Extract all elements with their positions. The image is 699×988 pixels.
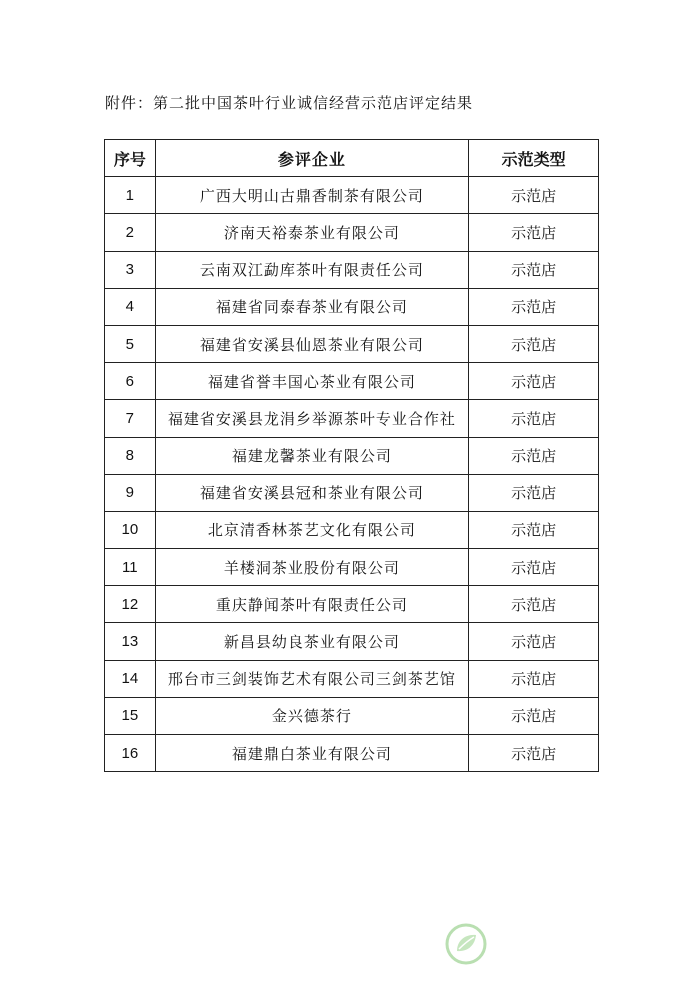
row-serial-number: 8 (105, 437, 156, 474)
table-row (105, 586, 599, 623)
row-enterprise: 福建省同泰春茶业有限公司 (155, 288, 469, 325)
table-row (105, 177, 599, 214)
row-type: 示范店 (469, 474, 599, 511)
row-serial-number: 6 (105, 363, 156, 400)
header-enterprise: 参评企业 (155, 140, 469, 177)
table-row (105, 623, 599, 660)
row-serial-number: 7 (105, 400, 156, 437)
row-enterprise: 广西大明山古鼎香制茶有限公司 (155, 177, 469, 214)
row-enterprise: 邢台市三剑装饰艺术有限公司三剑茶艺馆 (155, 660, 469, 697)
row-enterprise: 福建省誉丰国心茶业有限公司 (155, 363, 469, 400)
row-enterprise: 金兴德茶行 (155, 697, 469, 734)
row-enterprise: 福建鼎白茶业有限公司 (155, 735, 469, 772)
header-type: 示范类型 (469, 140, 599, 177)
row-type: 示范店 (469, 177, 599, 214)
row-enterprise: 福建省安溪县龙涓乡举源茶叶专业合作社 (155, 400, 469, 437)
row-type: 示范店 (469, 511, 599, 548)
row-enterprise: 重庆静闻茶叶有限责任公司 (155, 586, 469, 623)
row-enterprise: 济南天裕泰茶业有限公司 (155, 214, 469, 251)
row-serial-number: 4 (105, 288, 156, 325)
row-serial-number: 15 (105, 697, 156, 734)
row-enterprise: 新昌县幼良茶业有限公司 (155, 623, 469, 660)
row-type: 示范店 (469, 400, 599, 437)
table-row (105, 697, 599, 734)
row-enterprise: 福建省安溪县冠和茶业有限公司 (155, 474, 469, 511)
row-serial-number: 16 (105, 735, 156, 772)
row-type: 示范店 (469, 325, 599, 362)
table-row (105, 735, 599, 772)
row-serial-number: 11 (105, 549, 156, 586)
results-table (104, 139, 599, 772)
row-type: 示范店 (469, 549, 599, 586)
row-type: 示范店 (469, 251, 599, 288)
row-type: 示范店 (469, 660, 599, 697)
row-serial-number: 2 (105, 214, 156, 251)
row-type: 示范店 (469, 437, 599, 474)
row-enterprise: 北京清香林茶艺文化有限公司 (155, 511, 469, 548)
row-type: 示范店 (469, 735, 599, 772)
tea-leaf-logo-icon (444, 922, 488, 966)
row-serial-number: 3 (105, 251, 156, 288)
row-type: 示范店 (469, 586, 599, 623)
table-header-row (105, 140, 599, 177)
table-row (105, 474, 599, 511)
row-enterprise: 福建省安溪县仙恩茶业有限公司 (155, 325, 469, 362)
row-enterprise: 云南双江勐库茶叶有限责任公司 (155, 251, 469, 288)
table-row (105, 214, 599, 251)
row-serial-number: 14 (105, 660, 156, 697)
row-serial-number: 1 (105, 177, 156, 214)
row-enterprise: 福建龙馨茶业有限公司 (155, 437, 469, 474)
table-row (105, 511, 599, 548)
row-serial-number: 13 (105, 623, 156, 660)
row-serial-number: 9 (105, 474, 156, 511)
table-row (105, 363, 599, 400)
table-row (105, 437, 599, 474)
table-row (105, 400, 599, 437)
row-type: 示范店 (469, 214, 599, 251)
header-serial-number: 序号 (105, 140, 156, 177)
table-row (105, 251, 599, 288)
row-serial-number: 5 (105, 325, 156, 362)
row-serial-number: 12 (105, 586, 156, 623)
row-type: 示范店 (469, 288, 599, 325)
table-row (105, 325, 599, 362)
table-row (105, 660, 599, 697)
row-enterprise: 羊楼洞茶业股份有限公司 (155, 549, 469, 586)
table-row (105, 288, 599, 325)
row-type: 示范店 (469, 623, 599, 660)
table-row (105, 549, 599, 586)
row-type: 示范店 (469, 363, 599, 400)
document-title: 附件：第二批中国茶叶行业诚信经营示范店评定结果 (105, 94, 474, 112)
row-type: 示范店 (469, 697, 599, 734)
row-serial-number: 10 (105, 511, 156, 548)
